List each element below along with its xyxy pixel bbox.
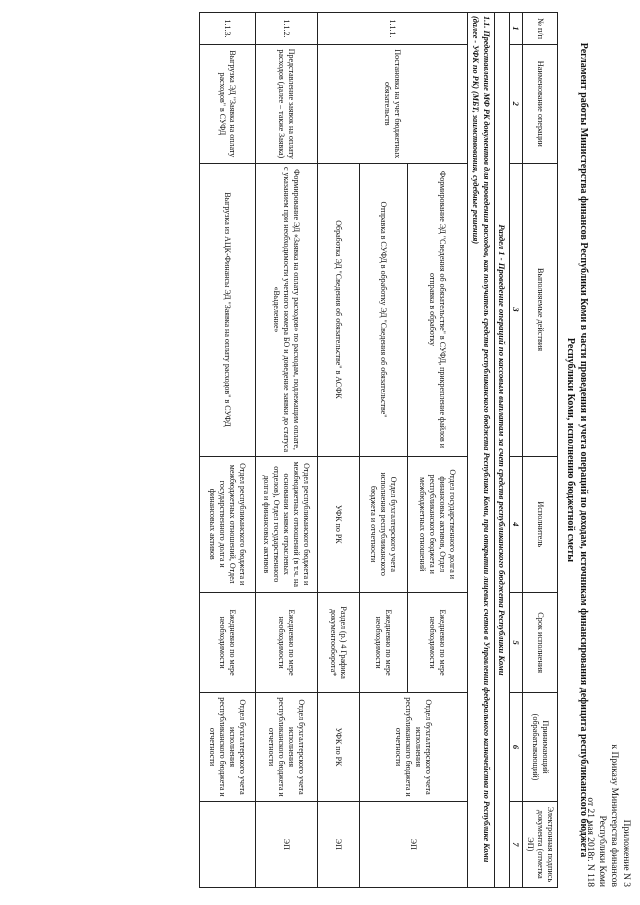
column-number: 2 xyxy=(510,45,523,163)
appendix-line: Приложение N 3 xyxy=(621,819,631,887)
document-title xyxy=(564,40,590,860)
action-cell: Формирование ЭД «Заявка на оплату расходов» по расходам, подлежащим оплате, с указанием при необходимости учетного номера БО и доведение заявки до статуса «Выделение» xyxy=(256,163,318,456)
appendix-line: к Приказу Министерства финансов xyxy=(609,744,619,887)
title-line: Регламент работы Министерства финансов Республики Коми в части проведения и учета операций по доходам, источникам финансирования дефицита республиканского бюджета xyxy=(578,42,589,858)
section-title: Раздел 1 - Проведение операций по кассовым выплатам за счет средств республиканского бюджета Республики Коми xyxy=(495,13,510,888)
receiver-cell: Отдел бухгалтерского учета исполнения республиканского бюджета и отчетности xyxy=(256,693,318,801)
section-row xyxy=(495,13,510,888)
title-line: Республики Коми, исполнению бюджетной сметы xyxy=(565,337,576,563)
table-row xyxy=(408,13,468,888)
row-number: 1.1.3. xyxy=(200,13,256,45)
row-number: 1.1.1. xyxy=(318,13,468,45)
header-row xyxy=(523,13,558,888)
action-cell: Отправка в СУФД в обработку ЭД "Сведения об обязательстве" xyxy=(360,163,408,456)
deadline-cell: Ежедневно по мере необходимости xyxy=(408,592,468,692)
table-row xyxy=(256,13,318,888)
table-row xyxy=(200,13,256,888)
subsection-title: 1.1. Предоставление МФ РК документов для проведения расходов, как получатель средств республиканского бюджета Республики Коми, при открытии лицевых счетов в Управлении федерального казначейства по Республике Коми (далее - УФК по РК) (МБТ, заимствования, судебные решения) xyxy=(468,13,495,888)
column-number: 4 xyxy=(510,456,523,592)
executor-cell: Отдел республиканского бюджета и межбюджетных отношений, Отдел государственного долга и финансовых активов xyxy=(200,456,256,592)
column-number: 6 xyxy=(510,693,523,801)
deadline-cell: Ежедневно по мере необходимости xyxy=(256,592,318,692)
executor-cell: Отдел государственного долга и финансовых активов, Отдел республиканского бюджета и межбюджетных отношений xyxy=(408,456,468,592)
column-number: 7 xyxy=(510,801,523,887)
header-cell: Электронная подпись документа (отметка ЭП) xyxy=(523,801,558,887)
operation-name: Постановка на учет бюджетных обязательств xyxy=(318,45,468,163)
regulation-table xyxy=(199,12,558,888)
appendix-block xyxy=(584,637,632,887)
deadline-cell: Раздел (р.) 4 Графика документооборота* xyxy=(318,592,360,692)
header-cell: Наименование операции xyxy=(523,45,558,163)
operation-name: Представление заявок на оплату расходов (далее – также Заявка) xyxy=(256,45,318,163)
signature-cell xyxy=(200,801,256,887)
action-cell: Обработка ЭД "Сведения об обязательстве" в АСФК xyxy=(318,163,360,456)
header-cell: Срок исполнения xyxy=(523,592,558,692)
header-cell: № п/п xyxy=(523,13,558,45)
executor-cell: УФК по РК xyxy=(318,456,360,592)
operation-name: Выгрузка ЭД "Заявка на оплату расходов" в СУФД xyxy=(200,45,256,163)
receiver-cell: Отдел бухгалтерского учета исполнения республиканского бюджета и отчетности xyxy=(200,693,256,801)
action-cell: Формирование ЭД "Сведения об обязательстве" в СУФД, прикрепление файлов и отправка в обработку xyxy=(408,163,468,456)
deadline-cell: Ежедневно по мере необходимости xyxy=(360,592,408,692)
receiver-cell: УФК по РК xyxy=(318,693,360,801)
receiver-cell: Отдел бухгалтерского учета исполнения республиканского бюджета и отчетности xyxy=(360,693,468,801)
column-number: 3 xyxy=(510,163,523,456)
column-number: 5 xyxy=(510,592,523,692)
appendix-line: Республики Коми xyxy=(597,815,607,887)
action-cell: Выгрузка из АЦК-Финансы ЭД "Заявка на оплату расходов" в СУФД xyxy=(200,163,256,456)
executor-cell: Отдел бухгалтерского учета исполнения республиканского бюджета и отчетности xyxy=(360,456,408,592)
deadline-cell: Ежедневно по мере необходимости xyxy=(200,592,256,692)
signature-cell: ЭП xyxy=(318,801,360,887)
executor-cell: Отдел республиканского бюджета и межбюджетных отношений (в т.ч. на основании заявок отраслевых отделов), Отдел государственного долга и финансовых активов xyxy=(256,456,318,592)
header-cell: Выполняемые действия xyxy=(523,163,558,456)
column-number-row xyxy=(510,13,523,888)
column-number: 1 xyxy=(510,13,523,45)
signature-cell: ЭП xyxy=(360,801,468,887)
subsection-row xyxy=(468,13,495,888)
appendix-line: от 21 мая 2018г. N 118 xyxy=(585,797,595,887)
header-cell: Принимающий (обрабатывающий) xyxy=(523,693,558,801)
signature-cell: ЭП xyxy=(256,801,318,887)
header-cell: Исполнитель xyxy=(523,456,558,592)
row-number: 1.1.2. xyxy=(256,13,318,45)
